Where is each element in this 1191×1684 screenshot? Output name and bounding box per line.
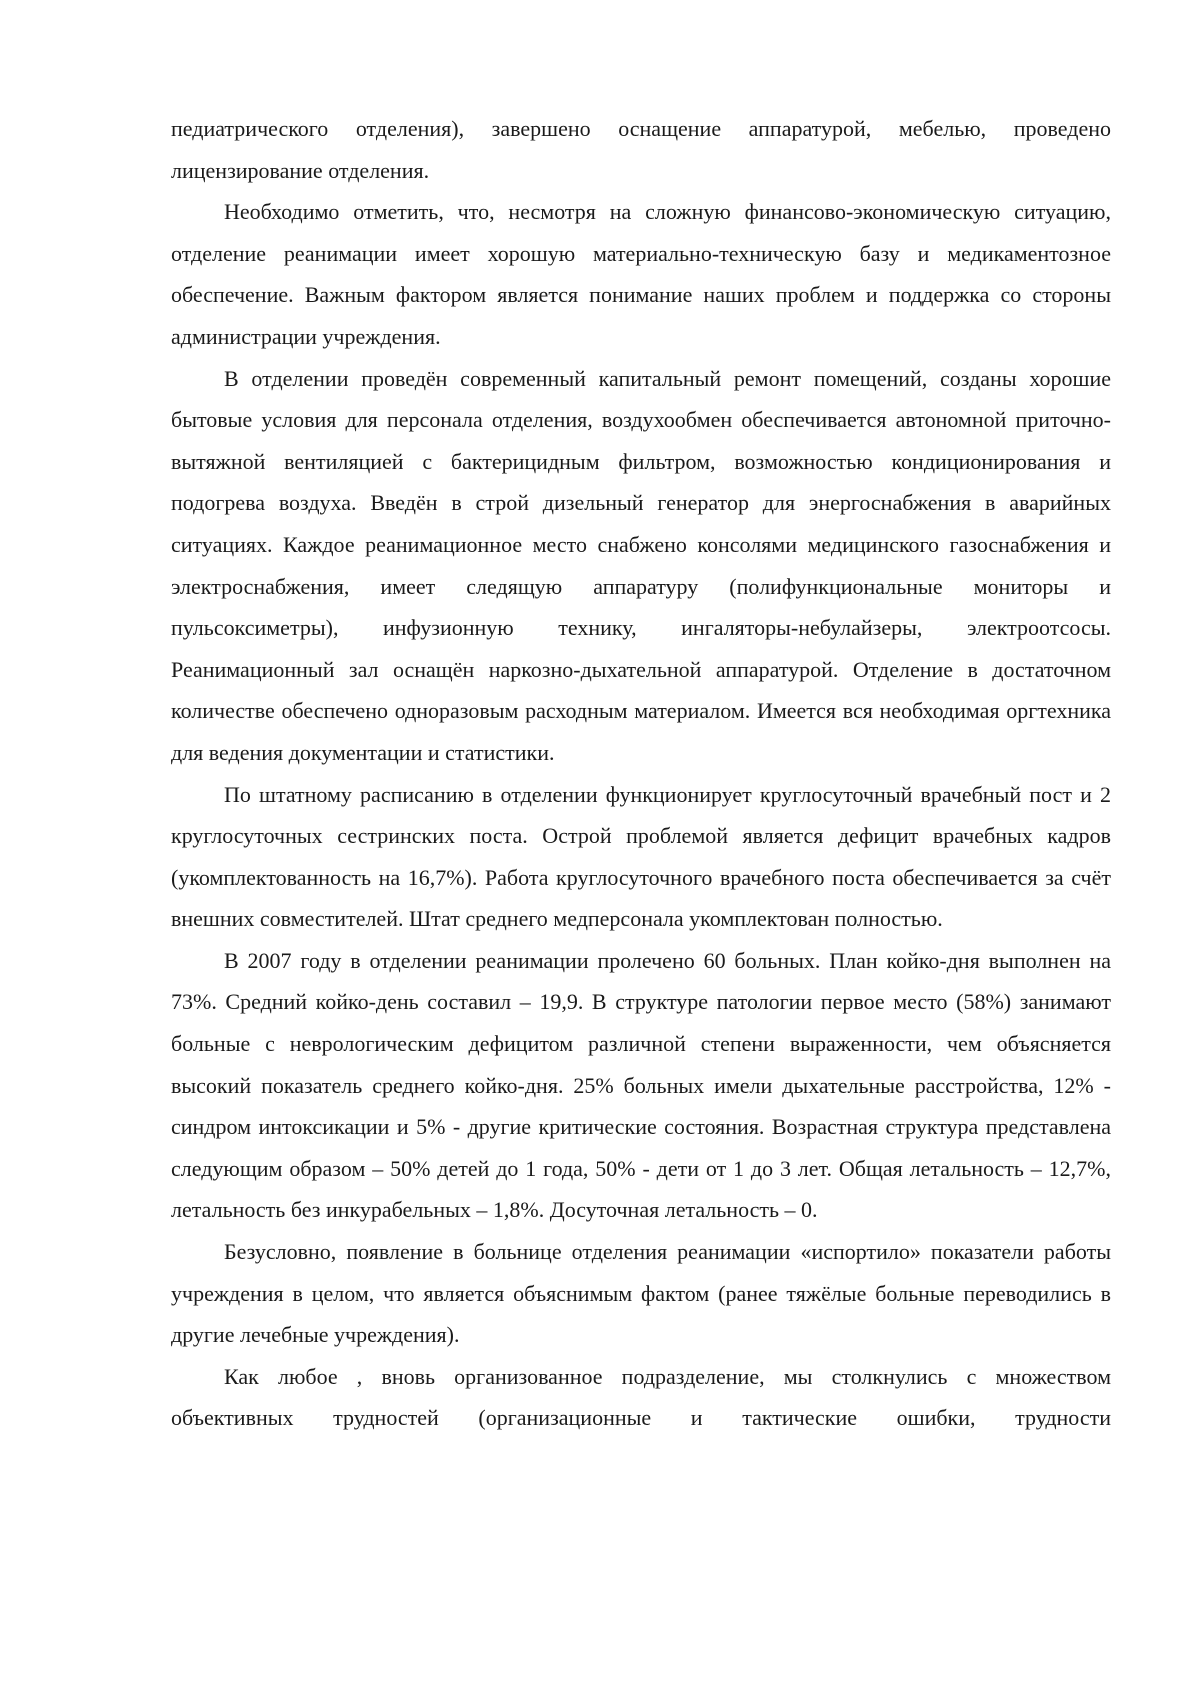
paragraph-renovation-equipment: В отделении проведён современный капитальный ремонт помещений, созданы хорошие бытовые условия для персонала отделения, воздухообмен обеспечивается автономной приточно-вытяжной вентиляцией с бактерицидным фильтром, возможностью кондиционирования и подогрева воздуха. Введён в строй дизельный генератор для энергоснабжения в аварийных ситуациях. Каждое реанимационное место снабжено консолями медицинского газоснабжения и электроснабжения, имеет следящую аппаратуру (полифункциональные мониторы и пульсоксиметры), инфузионную технику, ингаляторы-небулайзеры, электроотсосы. Реанимационный зал оснащён наркозно-дыхательной аппаратурой. Отделение в достаточном количестве обеспечено одноразовым расходным материалом. Имеется вся необходимая оргтехника для ведения документации и статистики. (171, 365, 1111, 765)
paragraph-continuation: педиатрического отделения), завершено оснащение аппаратурой, мебелью, проведено лицензирование отделения. (171, 116, 1111, 183)
paragraph-financial-situation: Необходимо отметить, что, несмотря на сложную финансово-экономическую ситуацию, отделение реанимации имеет хорошую материально-техническую базу и медикаментозное обеспечение. Важным фактором является понимание наших проблем и поддержка со стороны администрации учреждения. (171, 199, 1111, 349)
paragraph-staffing: По штатному расписанию в отделении функционирует круглосуточный врачебный пост и 2 круглосуточных сестринских поста. Острой проблемой является дефицит врачебных кадров (укомплектованность на 16,7%). Работа круглосуточного врачебного поста обеспечивается за счёт внешних совместителей. Штат среднего медперсонала укомплектован полностью. (171, 781, 1111, 932)
document-page (171, 108, 1111, 1439)
paragraph-indicators: Безусловно, появление в больнице отделения реанимации «испортило» показатели работы учреждения в целом, что является объяснимым фактом (ранее тяжёлые больные переводились в другие лечебные учреждения). (171, 1239, 1111, 1348)
paragraph-statistics-2007: В 2007 году в отделении реанимации пролечено 60 больных. План койко-дня выполнен на 73%. Средний койко-день составил – 19,9. В структуре патологии первое место (58%) занимают больные с неврологическим дефицитом различной степени выраженности, чем объясняется высокий показатель среднего койко-дня. 25% больных имели дыхательные расстройства, 12% - синдром интоксикации и 5% - другие критические состояния. Возрастная структура представлена следующим образом – 50% детей до 1 года, 50% - дети от 1 до 3 лет. Общая летальность – 12,7%, летальность без инкурабельных – 1,8%. Досуточная летальность – 0. (171, 947, 1111, 1223)
paragraph-difficulties: Как любое , вновь организованное подразделение, мы столкнулись с множеством объективных трудностей (организационные и тактические ошибки, трудности (171, 1363, 1111, 1431)
